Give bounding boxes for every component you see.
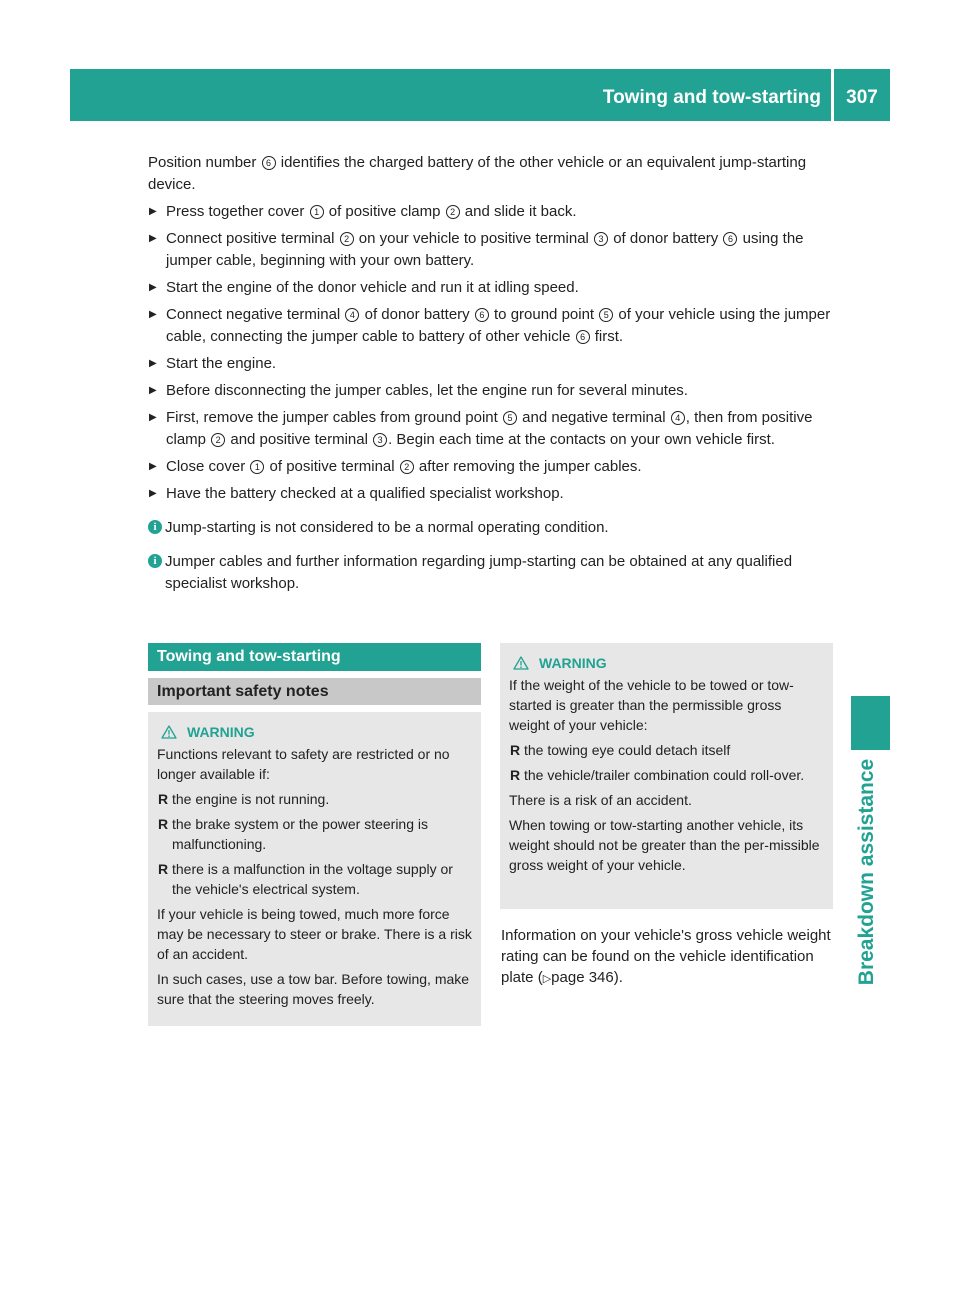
info-note: i Jumper cables and further information regarding jump-starting can be obtained at any qualified specialist workshop. bbox=[148, 551, 838, 595]
position-number: 2 bbox=[400, 460, 414, 474]
position-number: 5 bbox=[599, 308, 613, 322]
section-title: Towing and tow-starting bbox=[148, 643, 481, 671]
list-item: R the towing eye could detach itself bbox=[510, 742, 731, 758]
arrow-right-icon: ▶ bbox=[149, 412, 157, 423]
arrow-right-icon: ▶ bbox=[149, 385, 157, 396]
warning-triangle-icon bbox=[513, 656, 529, 670]
warning-heading: WARNING bbox=[157, 722, 472, 742]
position-number: 1 bbox=[310, 205, 324, 219]
list-item: R the engine is not running. bbox=[158, 791, 330, 807]
instruction-step: ▶ Connect positive terminal 2 on your vehicle to positive terminal 3 of donor battery 6 using the jumper cable, beginning with your own battery. bbox=[149, 230, 804, 269]
instruction-step: ▶ Start the engine of the donor vehicle and run it at idling speed. bbox=[148, 277, 838, 299]
instruction-step: ▶ Press together cover 1 of positive clamp 2 and slide it back. bbox=[148, 201, 838, 223]
position-number: 1 bbox=[250, 460, 264, 474]
position-number: 6 bbox=[723, 232, 737, 246]
info-note: i Jump-starting is not considered to be a normal operating condition. bbox=[148, 517, 838, 539]
page-number: 307 bbox=[846, 87, 878, 108]
instruction-step: ▶ Start the engine. bbox=[148, 353, 838, 375]
warning-paragraph: There is a risk of an accident. bbox=[509, 792, 692, 808]
list-item: R the brake system or the power steering is malfunctioning. bbox=[158, 816, 429, 852]
position-number: 2 bbox=[446, 205, 460, 219]
list-item: R the vehicle/trailer combination could roll-over. bbox=[510, 767, 805, 783]
instruction-step: ▶ Have the battery checked at a qualified specialist workshop. bbox=[148, 483, 838, 505]
position-number: 3 bbox=[373, 433, 387, 447]
position-number: 6 bbox=[475, 308, 489, 322]
header-title: Towing and tow-starting bbox=[602, 87, 821, 108]
position-number: 6 bbox=[576, 330, 590, 344]
arrow-right-icon: ▶ bbox=[149, 358, 157, 369]
arrow-right-icon: ▶ bbox=[149, 309, 157, 320]
arrow-right-icon: ▶ bbox=[149, 488, 157, 499]
warning-heading: WARNING bbox=[509, 653, 824, 673]
bullet-r-icon: R bbox=[158, 791, 169, 807]
bullet-r-icon: R bbox=[510, 767, 521, 783]
side-tab-marker bbox=[851, 696, 890, 750]
position-number: 4 bbox=[345, 308, 359, 322]
bullet-r-icon: R bbox=[158, 816, 169, 832]
page-ref-arrow-icon: ▷ bbox=[542, 973, 552, 985]
warning-box-right bbox=[500, 643, 833, 909]
instruction-step: ▶ Before disconnecting the jumper cables, let the engine run for several minutes. bbox=[148, 380, 838, 402]
page-reference-link[interactable]: page 346 bbox=[551, 969, 614, 986]
side-tab-text: Breakdown assistance bbox=[855, 758, 878, 986]
arrow-right-icon: ▶ bbox=[149, 461, 157, 472]
warning-paragraph: In such cases, use a tow bar. Before towing, make sure that the steering moves freely. bbox=[157, 971, 470, 1007]
position-number: 2 bbox=[211, 433, 225, 447]
arrow-right-icon: ▶ bbox=[149, 282, 157, 293]
warning-lead: If the weight of the vehicle to be towed or tow-started is greater than the permissible gross weight of your vehicle: bbox=[509, 677, 794, 733]
warning-lead: Functions relevant to safety are restricted or no longer available if: bbox=[157, 746, 450, 782]
info-icon: i bbox=[148, 554, 162, 568]
subsection-title: Important safety notes bbox=[148, 678, 481, 705]
instruction-step: ▶ Close cover 1 of positive terminal 2 after removing the jumper cables. bbox=[148, 456, 838, 478]
bullet-r-icon: R bbox=[158, 861, 169, 877]
arrow-right-icon: ▶ bbox=[149, 206, 157, 217]
warning-paragraph: When towing or tow-starting another vehicle, its weight should not be greater than the per-missible gross weight of your vehicle. bbox=[509, 817, 820, 873]
warning-box-left bbox=[148, 712, 481, 1026]
position-number: 4 bbox=[671, 411, 685, 425]
arrow-right-icon: ▶ bbox=[149, 233, 157, 244]
warning-paragraph: If your vehicle is being towed, much more force may be necessary to steer or brake. There is a risk of an accident. bbox=[157, 906, 472, 962]
instruction-step: ▶ First, remove the jumper cables from ground point 5 and negative terminal 4 , then from positive clamp 2 and positive terminal 3 . Begin each time at the contacts on your own vehicle first. bbox=[149, 409, 813, 448]
instruction-step: ▶ Connect negative terminal 4 of donor battery 6 to ground point 5 of your vehicle using the jumper cable, connecting the jumper cable to battery of other vehicle 6 first. bbox=[149, 306, 831, 345]
position-number: 3 bbox=[594, 232, 608, 246]
bullet-r-icon: R bbox=[510, 742, 521, 758]
intro-section bbox=[148, 152, 838, 595]
warning-triangle-icon bbox=[161, 725, 177, 739]
list-item: R there is a malfunction in the voltage supply or the vehicle's electrical system. bbox=[158, 861, 453, 897]
position-number: 6 bbox=[262, 156, 276, 170]
gross-weight-info: Information on your vehicle's gross vehicle weight rating can be found on the vehicle identification plate (▷page 346). bbox=[501, 927, 831, 986]
side-tab-label bbox=[841, 722, 893, 1022]
info-icon: i bbox=[148, 520, 162, 534]
position-number: 5 bbox=[503, 411, 517, 425]
intro-paragraph: Position number 6 identifies the charged battery of the other vehicle or an equivalent jump-starting device. bbox=[148, 154, 807, 193]
position-number: 2 bbox=[340, 232, 354, 246]
